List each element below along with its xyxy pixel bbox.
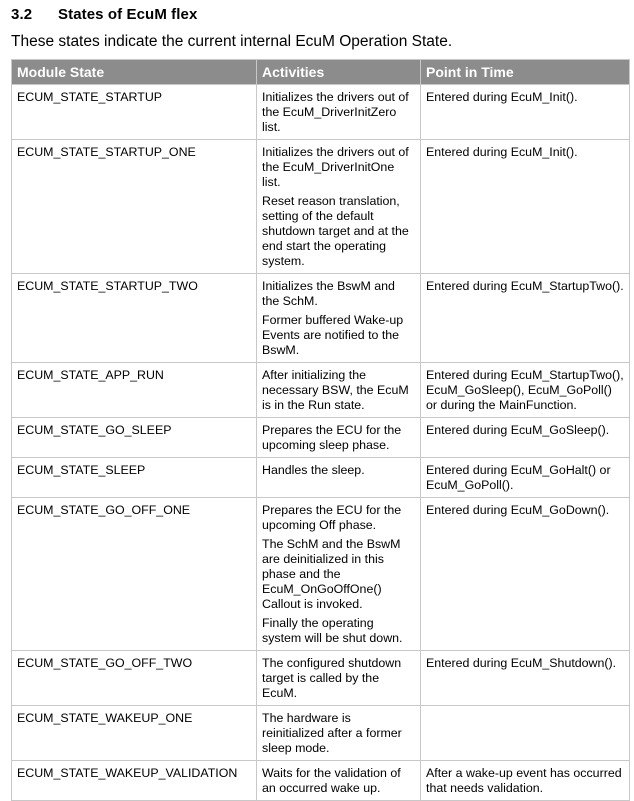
point-in-time-text: Entered during EcuM_StartupTwo(). xyxy=(426,279,624,293)
table-body xyxy=(12,85,630,801)
table-row xyxy=(12,458,630,498)
table-row xyxy=(12,363,630,418)
module-state-cell: ECUM_STATE_WAKEUP_VALIDATION xyxy=(12,761,257,801)
header-activities: Activities xyxy=(257,60,421,85)
header-module-state: Module State xyxy=(12,60,257,85)
module-state-cell: ECUM_STATE_GO_SLEEP xyxy=(12,418,257,458)
activity-paragraph: The configured shutdown target is called by the EcuM. xyxy=(262,656,402,700)
point-in-time-text: Entered during EcuM_StartupTwo(), EcuM_GoSleep(), EcuM_GoPoll() or during the MainFunction. xyxy=(426,368,624,412)
point-in-time-cell xyxy=(421,651,630,706)
section-number: 3.2 xyxy=(11,6,33,23)
table-row xyxy=(12,274,630,363)
section-title: States of EcuM flex xyxy=(58,6,198,23)
module-state-cell: ECUM_STATE_STARTUP_TWO xyxy=(12,274,257,363)
point-in-time-cell xyxy=(421,458,630,498)
activities-cell xyxy=(257,274,421,363)
activity-paragraph: Initializes the drivers out of the EcuM_DriverInitZero list. xyxy=(262,90,409,134)
point-in-time-text: Entered during EcuM_GoSleep(). xyxy=(426,423,610,437)
module-state-cell: ECUM_STATE_GO_OFF_TWO xyxy=(12,651,257,706)
activities-cell xyxy=(257,418,421,458)
activity-paragraph: The hardware is reinitialized after a former sleep mode. xyxy=(262,711,402,755)
activity-paragraph: Initializes the BswM and the SchM. xyxy=(262,279,395,308)
activity-paragraph: The SchM and the BswM are deinitialized in this phase and the EcuM_OnGoOffOne() Callout is invoked. xyxy=(262,537,401,611)
module-state-cell: ECUM_STATE_STARTUP xyxy=(12,85,257,140)
ecum-states-table xyxy=(11,59,630,801)
point-in-time-cell xyxy=(421,363,630,418)
activities-cell xyxy=(257,140,421,274)
activities-cell xyxy=(257,363,421,418)
point-in-time-text: Entered during EcuM_Init(). xyxy=(426,90,578,104)
module-state-cell: ECUM_STATE_GO_OFF_ONE xyxy=(12,498,257,651)
activity-paragraph: Handles the sleep. xyxy=(262,463,365,477)
point-in-time-text: Entered during EcuM_Init(). xyxy=(426,145,578,159)
point-in-time-cell xyxy=(421,85,630,140)
table-row xyxy=(12,140,630,274)
table-row xyxy=(12,498,630,651)
activity-paragraph: Prepares the ECU for the upcoming sleep phase. xyxy=(262,423,402,452)
table-row xyxy=(12,706,630,761)
module-state-cell: ECUM_STATE_STARTUP_ONE xyxy=(12,140,257,274)
point-in-time-text: Entered during EcuM_GoDown(). xyxy=(426,503,610,517)
activities-cell xyxy=(257,498,421,651)
activity-paragraph: Waits for the validation of an occurred wake up. xyxy=(262,766,401,795)
section-intro: These states indicate the current internal EcuM Operation State. xyxy=(11,33,453,50)
point-in-time-cell xyxy=(421,274,630,363)
table-row xyxy=(12,651,630,706)
module-state-cell: ECUM_STATE_WAKEUP_ONE xyxy=(12,706,257,761)
activities-cell xyxy=(257,458,421,498)
section-heading xyxy=(11,6,197,23)
table-header-row xyxy=(12,60,630,85)
point-in-time-cell xyxy=(421,418,630,458)
activity-paragraph: Former buffered Wake-up Events are notified to the BswM. xyxy=(262,313,404,357)
point-in-time-cell xyxy=(421,140,630,274)
point-in-time-text: After a wake-up event has occurred that needs validation. xyxy=(426,766,622,795)
table-row xyxy=(12,418,630,458)
point-in-time-cell xyxy=(421,706,630,761)
activity-paragraph: Initializes the drivers out of the EcuM_DriverInitOne list. xyxy=(262,145,409,189)
activity-paragraph: Prepares the ECU for the upcoming Off phase. xyxy=(262,503,402,532)
activities-cell xyxy=(257,85,421,140)
header-point-in-time: Point in Time xyxy=(421,60,630,85)
activity-paragraph: Reset reason translation, setting of the default shutdown target and at the end start the operating system. xyxy=(262,194,409,268)
table-row xyxy=(12,85,630,140)
activities-cell xyxy=(257,651,421,706)
activity-paragraph: After initializing the necessary BSW, the EcuM is in the Run state. xyxy=(262,368,409,412)
point-in-time-cell xyxy=(421,498,630,651)
module-state-cell: ECUM_STATE_SLEEP xyxy=(12,458,257,498)
module-state-cell: ECUM_STATE_APP_RUN xyxy=(12,363,257,418)
point-in-time-text: Entered during EcuM_Shutdown(). xyxy=(426,656,617,670)
activity-paragraph: Finally the operating system will be shut down. xyxy=(262,616,403,645)
point-in-time-text: Entered during EcuM_GoHalt() or EcuM_GoPoll(). xyxy=(426,463,611,492)
activities-cell xyxy=(257,706,421,761)
